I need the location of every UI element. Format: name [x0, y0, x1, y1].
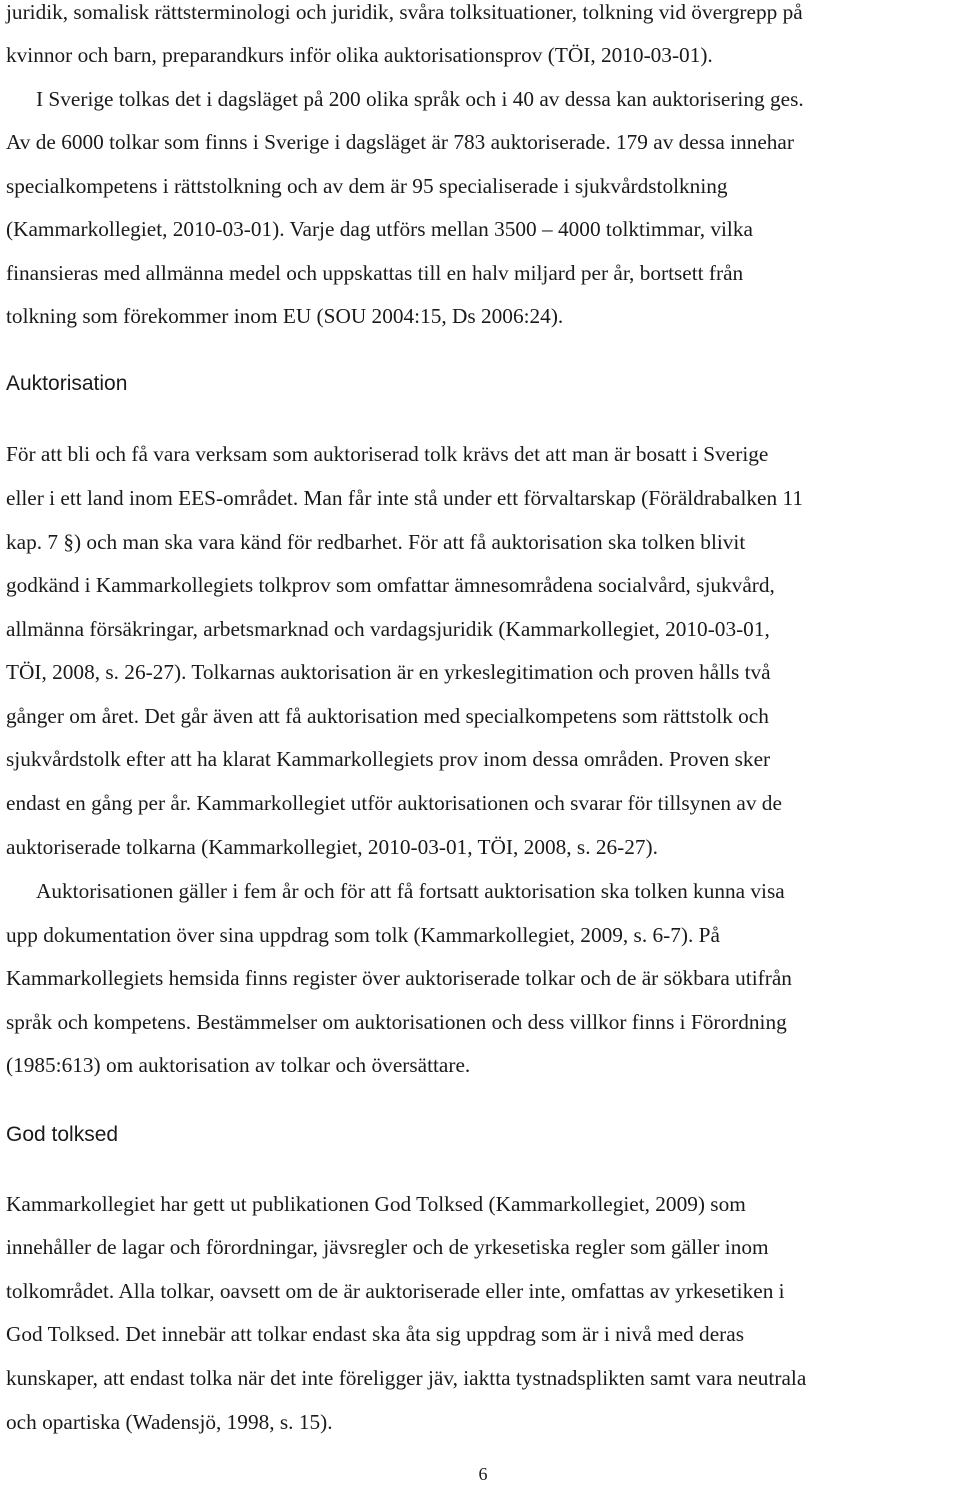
text-line: Kammarkollegiets hemsida finns register över auktoriserade tolkar och de är sökbara utifrån: [6, 966, 792, 990]
section-heading-god-tolksed: God tolksed: [6, 1123, 119, 1146]
text-line: kunskaper, att endast tolka när det inte föreligger jäv, iaktta tystnadsplikten samt vara neutrala: [6, 1366, 807, 1390]
text-line: sjukvårdstolk efter att ha klarat Kammarkollegiets prov inom dessa områden. Proven sker: [6, 747, 771, 771]
text-line: språk och kompetens. Bestämmelser om auktorisationen och dess villkor finns i Förordning: [6, 1010, 787, 1034]
text-line: tolkning som förekommer inom EU (SOU 2004:15, Ds 2006:24).: [6, 304, 564, 328]
text-line: I Sverige tolkas det i dagsläget på 200 olika språk och i 40 av dessa kan auktorisering ges.: [36, 87, 804, 111]
text-line: endast en gång per år. Kammarkollegiet utför auktorisationen och svarar för tillsynen av de: [6, 791, 782, 815]
text-line: upp dokumentation över sina uppdrag som tolk (Kammarkollegiet, 2009, s. 6-7). På: [6, 923, 720, 947]
text-line: godkänd i Kammarkollegiets tolkprov som omfattar ämnesområdena socialvård, sjukvård,: [6, 573, 775, 597]
text-line: Auktorisationen gäller i fem år och för att få fortsatt auktorisation ska tolken kunna visa: [36, 879, 785, 903]
page-number: 6: [478, 1464, 488, 1484]
text-line: (1985:613) om auktorisation av tolkar och översättare.: [6, 1053, 471, 1077]
text-line: allmänna försäkringar, arbetsmarknad och vardagsjuridik (Kammarkollegiet, 2010-03-01,: [6, 617, 770, 641]
text-line: innehåller de lagar och förordningar, jävsregler och de yrkesetiska regler som gäller inom: [6, 1235, 769, 1259]
text-line: eller i ett land inom EES-området. Man får inte stå under ett förvaltarskap (Föräldrabalken 11: [6, 486, 803, 510]
text-line: (Kammarkollegiet, 2010-03-01). Varje dag utförs mellan 3500 – 4000 tolktimmar, vilka: [6, 217, 753, 241]
text-line: TÖI, 2008, s. 26-27). Tolkarnas auktorisation är en yrkeslegitimation och proven hålls två: [6, 660, 771, 684]
text-line: Kammarkollegiet har gett ut publikationen God Tolksed (Kammarkollegiet, 2009) som: [6, 1192, 746, 1216]
text-line: tolkområdet. Alla tolkar, oavsett om de är auktoriserade eller inte, omfattas av yrkesetiken i: [6, 1279, 785, 1303]
text-line: kvinnor och barn, preparandkurs inför olika auktorisationsprov (TÖI, 2010-03-01).: [6, 43, 713, 67]
text-line: juridik, somalisk rättsterminologi och juridik, svåra tolksituationer, tolkning vid övergrepp på: [6, 0, 803, 24]
text-line: God Tolksed. Det innebär att tolkar endast ska åta sig uppdrag som är i nivå med deras: [6, 1322, 744, 1346]
text-line: specialkompetens i rättstolkning och av dem är 95 specialiserade i sjukvårdstolkning: [6, 174, 728, 198]
text-line: kap. 7 §) och man ska vara känd för redbarhet. För att få auktorisation ska tolken blivit: [6, 530, 746, 554]
text-line: Av de 6000 tolkar som finns i Sverige i dagsläget är 783 auktoriserade. 179 av dessa innehar: [6, 130, 794, 154]
text-line: auktoriserade tolkarna (Kammarkollegiet, 2010-03-01, TÖI, 2008, s. 26-27).: [6, 835, 658, 859]
text-line: finansieras med allmänna medel och uppskattas till en halv miljard per år, bortsett från: [6, 261, 744, 285]
text-line: För att bli och få vara verksam som auktoriserad tolk krävs det att man är bosatt i Sverige: [6, 442, 769, 466]
text-line: och opartiska (Wadensjö, 1998, s. 15).: [6, 1410, 333, 1434]
text-line: gånger om året. Det går även att få auktorisation med specialkompetens som rättstolk och: [6, 704, 769, 728]
section-heading-auktorisation: Auktorisation: [6, 372, 128, 395]
